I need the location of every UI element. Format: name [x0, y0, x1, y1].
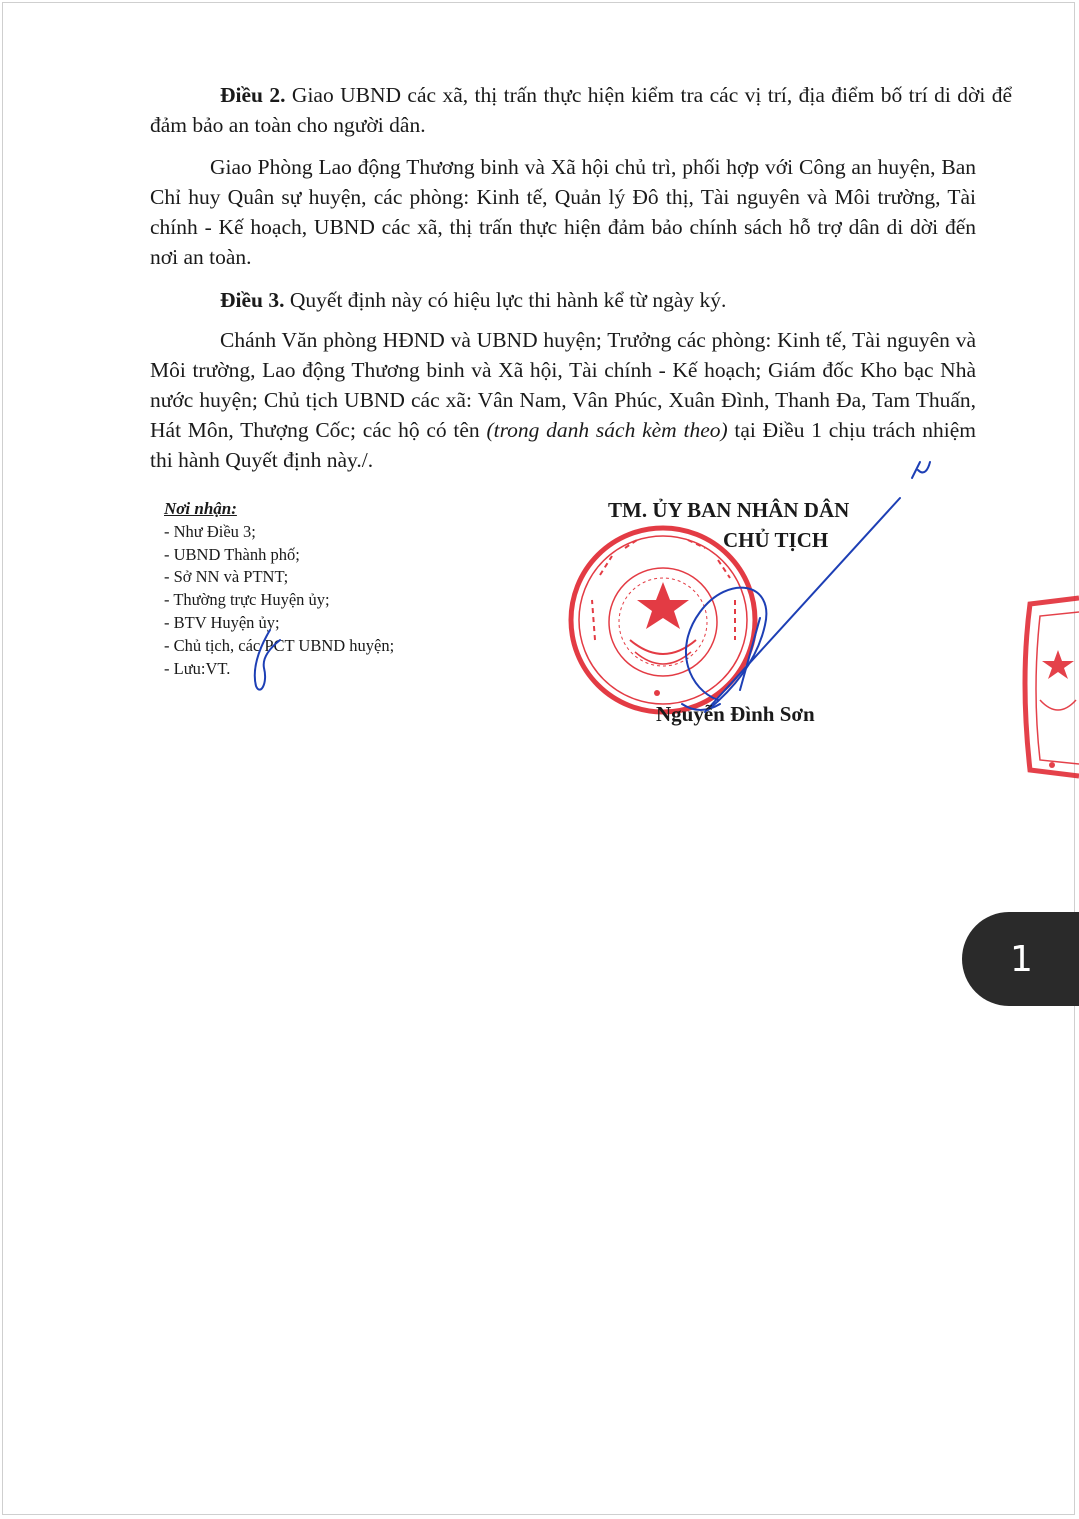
- recipient-item: - Thường trực Huyện ủy;: [164, 590, 330, 610]
- article-3-text: Quyết định này có hiệu lực thi hành kể từ ngày ký.: [284, 288, 727, 312]
- signer-name: Nguyễn Đình Sơn: [656, 702, 815, 726]
- recipient-item: - Chủ tịch, các PCT UBND huyện;: [164, 635, 395, 655]
- signer-organization: TM. ỦY BAN NHÂN DÂN: [608, 498, 850, 522]
- edge-seal-icon: [1025, 598, 1079, 776]
- recipient-item: - Lưu:VT.: [164, 658, 231, 678]
- recipient-item: - Như Điều 3;: [164, 521, 256, 541]
- page-number-badge: 1: [962, 912, 1079, 1006]
- article-3-italic-note: (trong danh sách kèm theo): [486, 418, 728, 442]
- official-seal-icon: [571, 528, 755, 712]
- recipient-item: - UBND Thành phố;: [164, 544, 300, 564]
- article-3-label: Điều 3.: [220, 288, 285, 312]
- recipient-item: - BTV Huyện ủy;: [164, 612, 280, 632]
- article-2-second-paragraph: Giao Phòng Lao động Thương binh và Xã hội chủ trì, phối hợp với Công an huyện, Ban Chỉ huy Quân sự huyện, các phòng: Kinh tế, Quản lý Đô thị, Tài nguyên và Môi trường, Tài chính - Kế hoạch, UBND các xã, thị trấn thực hiện đảm bảo chính sách hỗ trợ dân di dời đến nơi an toàn.: [150, 155, 976, 269]
- signer-position: CHỦ TỊCH: [723, 528, 829, 552]
- recipients-title: Nơi nhận:: [164, 499, 237, 518]
- recipient-item: - Sở NN và PTNT;: [164, 567, 289, 587]
- article-2-text: Giao UBND các xã, thị trấn thực hiện kiểm tra các vị trí, địa điểm bố trí di dời để đảm bảo an toàn cho người dân.: [150, 83, 1012, 137]
- article-2-label: Điều 2.: [220, 83, 286, 107]
- article-3-text-before: Chánh Văn phòng HĐND và UBND huyện; Trưởng các phòng: Kinh tế, Tài nguyên và Môi trường, Lao động Thương binh và Xã hội, Tài chính - Kế hoạch; Giám đốc Kho bạc Nhà nước huyện; Chủ tịch UBND các xã: Vân Nam, Vân Phúc, Xuân Đình, Thanh Đa, Tam Thuấn, Hát Môn, Thượng Cốc; các hộ có tên: [150, 328, 976, 442]
- article-3-text-after: tại Điều 1 chịu trách nhiệm thi hành Quyết định này./.: [150, 418, 976, 472]
